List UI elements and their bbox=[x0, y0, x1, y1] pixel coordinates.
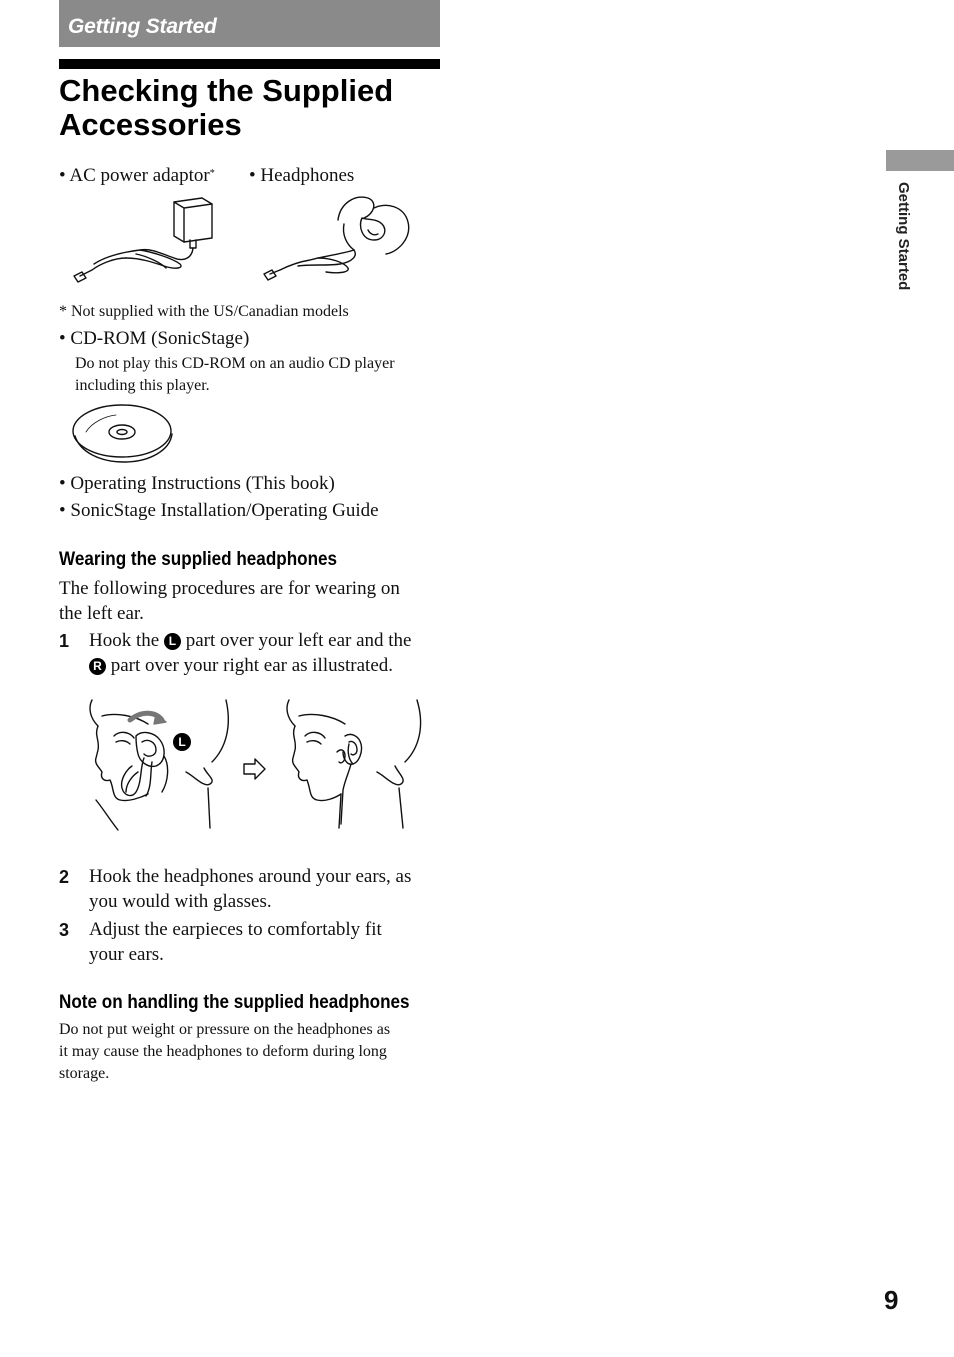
step2-line2: you would with glasses. bbox=[89, 891, 272, 912]
step1-number: 1 bbox=[59, 631, 70, 651]
note-line1: Do not put weight or pressure on the headphones as bbox=[59, 1021, 391, 1038]
accessory-cdrom: • CD-ROM (SonicStage) bbox=[59, 328, 250, 349]
accessory-ac-adaptor bbox=[59, 164, 215, 188]
step3-line1: Adjust the earpieces to comfortably fit bbox=[89, 919, 382, 940]
section-header-bar bbox=[59, 0, 440, 47]
side-tab-marker bbox=[886, 150, 954, 171]
note-line3: storage. bbox=[59, 1065, 110, 1082]
cdrom-illustration bbox=[72, 402, 176, 466]
accessory-operating-instructions: • Operating Instructions (This book) bbox=[59, 473, 335, 494]
accessory-headphones: • Headphones bbox=[249, 165, 355, 186]
step1-text-b: part over your left ear and the bbox=[180, 630, 412, 651]
badge-l-icon: L bbox=[164, 633, 181, 650]
figure-badge-l-icon: L bbox=[173, 733, 191, 751]
wearing-heading: Wearing the supplied headphones bbox=[59, 549, 338, 570]
cdrom-note-line2: including this player. bbox=[75, 377, 210, 394]
step1-line2 bbox=[89, 654, 393, 678]
section-header-label: Getting Started bbox=[68, 15, 217, 38]
footnote-mark: * bbox=[209, 168, 215, 179]
step1-text-c: part over your right ear as illustrated. bbox=[106, 655, 394, 676]
step3-number: 3 bbox=[59, 920, 70, 940]
wearing-intro-line1: The following procedures are for wearing on bbox=[59, 578, 400, 599]
page-number: 9 bbox=[884, 1285, 899, 1315]
accessory-ac-adaptor-label: • AC power adaptor bbox=[59, 165, 210, 186]
ac-adaptor-illustration bbox=[66, 192, 226, 292]
title-rule bbox=[59, 59, 440, 69]
headphones-illustration bbox=[258, 190, 418, 290]
step3-line2: your ears. bbox=[89, 944, 164, 965]
page-title bbox=[59, 74, 449, 142]
step1-line1 bbox=[89, 629, 411, 653]
cdrom-note-line1: Do not play this CD-ROM on an audio CD player bbox=[75, 355, 395, 372]
footnote: * Not supplied with the US/Canadian models bbox=[59, 303, 349, 320]
step2-line1: Hook the headphones around your ears, as bbox=[89, 866, 412, 887]
next-arrow-icon bbox=[243, 758, 267, 780]
wearing-illustration-hooking bbox=[86, 696, 236, 836]
note-heading: Note on handling the supplied headphones bbox=[59, 992, 410, 1013]
side-tab-label: Getting Started bbox=[895, 182, 912, 291]
page-title-line1: Checking the Supplied bbox=[59, 73, 394, 108]
note-line2: it may cause the headphones to deform during long bbox=[59, 1043, 387, 1060]
step2-number: 2 bbox=[59, 867, 70, 887]
wearing-illustration-worn bbox=[283, 696, 433, 836]
page-title-line2: Accessories bbox=[59, 107, 242, 142]
step1-text-a: Hook the bbox=[89, 630, 164, 651]
accessory-installation-guide: • SonicStage Installation/Operating Guide bbox=[59, 500, 379, 521]
wearing-intro-line2: the left ear. bbox=[59, 603, 144, 624]
badge-r-icon: R bbox=[89, 658, 106, 675]
